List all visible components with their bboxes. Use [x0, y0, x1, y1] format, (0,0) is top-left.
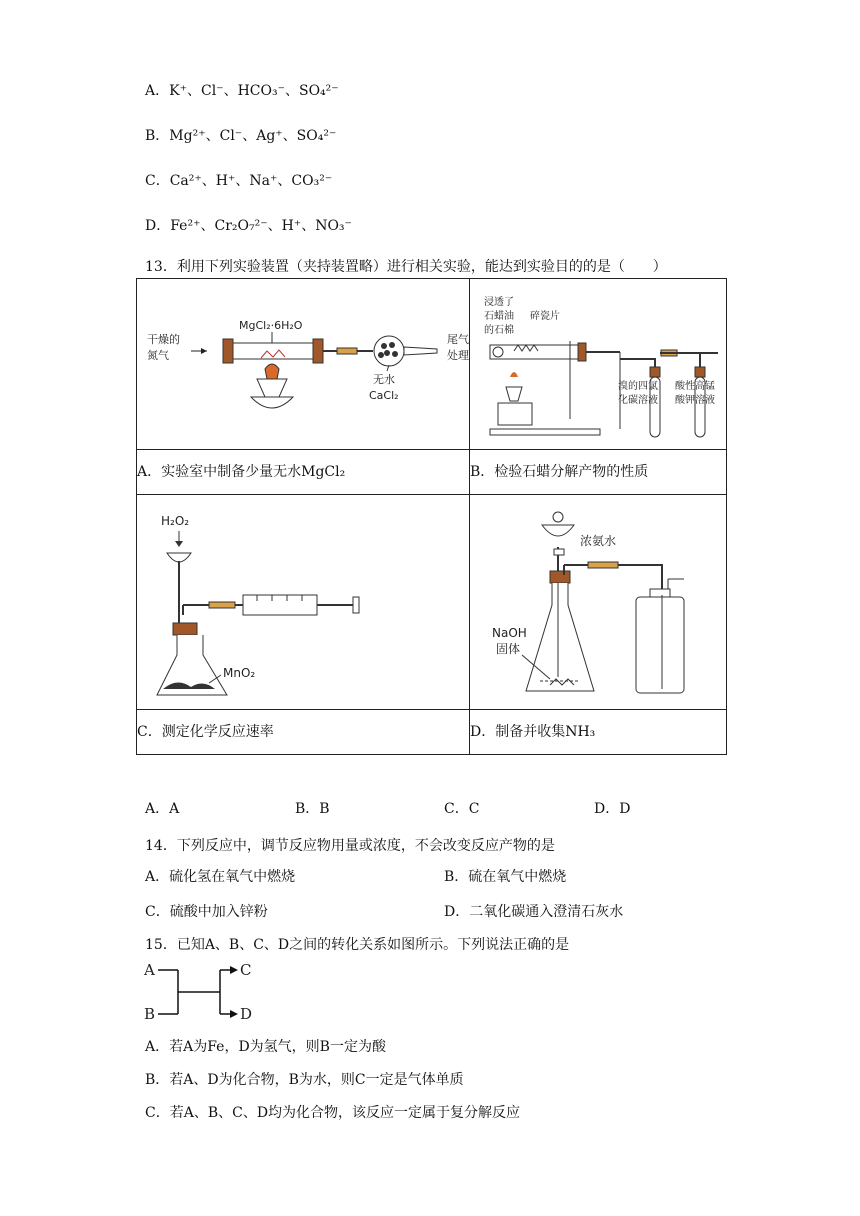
- svg-text:处理: 处理: [447, 349, 469, 362]
- apparatus-c-caption: C．测定化学反应速率: [137, 710, 470, 755]
- q14-option-c: C．硫酸中加入锌粉: [145, 904, 268, 920]
- svg-text:石蜡油: 石蜡油: [484, 311, 514, 322]
- svg-text:MgCl₂·6H₂O: MgCl₂·6H₂O: [239, 319, 303, 332]
- svg-text:固体: 固体: [496, 642, 521, 656]
- svg-text:酸性高锰: 酸性高锰: [675, 381, 715, 392]
- q13-choice-d: D．D: [594, 801, 631, 817]
- apparatus-b: [470, 279, 726, 449]
- svg-text:MnO₂: MnO₂: [223, 666, 256, 680]
- svg-text:浓氨水: 浓氨水: [580, 534, 617, 548]
- svg-text:H₂O₂: H₂O₂: [161, 514, 190, 528]
- svg-text:碎瓷片: 碎瓷片: [530, 311, 560, 322]
- q13-apparatus-table: [136, 278, 727, 755]
- q15-option-c: C．若A、B、C、D均为化合物，该反应一定属于复分解反应: [145, 1105, 521, 1121]
- q15-option-b: B．若A、D为化合物，B为水，则C一定是气体单质: [145, 1072, 464, 1088]
- q13-choice-b: B．B: [295, 801, 330, 817]
- svg-text:溴的四氯: 溴的四氯: [618, 381, 658, 392]
- svg-text:干燥的: 干燥的: [147, 333, 180, 346]
- q15-stem: 15．已知A、B、C、D之间的转化关系如图所示。下列说法正确的是: [145, 937, 570, 953]
- apparatus-d: [470, 495, 726, 709]
- svg-text:CaCl₂: CaCl₂: [369, 389, 399, 402]
- svg-text:化碳溶液: 化碳溶液: [618, 395, 658, 406]
- q12-option-d: D．Fe²⁺、Cr₂O₇²⁻、H⁺、NO₃⁻: [145, 218, 352, 234]
- apparatus-c: [137, 495, 469, 709]
- q15-option-a: A．若A为Fe，D为氢气，则B一定为酸: [145, 1039, 386, 1055]
- svg-text:的石棉: 的石棉: [484, 325, 514, 336]
- apparatus-a: [137, 279, 469, 449]
- q13-stem: 13．利用下列实验装置（夹持装置略）进行相关实验，能达到实验目的的是（ ）: [145, 259, 667, 275]
- q12-option-a: A．K⁺、Cl⁻、HCO₃⁻、SO₄²⁻: [145, 83, 339, 99]
- svg-text:B: B: [144, 1005, 156, 1023]
- svg-text:C: C: [240, 961, 252, 979]
- q14-option-a: A．硫化氢在氧气中燃烧: [145, 869, 296, 885]
- q14-option-b: B．硫在氧气中燃烧: [444, 869, 567, 885]
- apparatus-d-caption: D．制备并收集NH₃: [470, 710, 727, 755]
- svg-text:氮气: 氮气: [147, 349, 169, 362]
- q12-option-b: B．Mg²⁺、Cl⁻、Ag⁺、SO₄²⁻: [145, 128, 337, 144]
- apparatus-b-caption: B．检验石蜡分解产物的性质: [470, 450, 727, 495]
- svg-text:A: A: [144, 961, 155, 979]
- svg-text:D: D: [240, 1005, 253, 1023]
- q14-stem: 14．下列反应中，调节反应物用量或浓度，不会改变反应产物的是: [145, 838, 555, 854]
- svg-text:无水: 无水: [373, 373, 395, 386]
- q13-choice-a: A．A: [145, 801, 180, 817]
- svg-text:浸透了: 浸透了: [484, 297, 514, 308]
- q13-choice-c: C．C: [444, 801, 480, 817]
- q12-option-c: C．Ca²⁺、H⁺、Na⁺、CO₃²⁻: [145, 173, 333, 189]
- q15-diagram: [140, 960, 270, 1030]
- svg-text:尾气: 尾气: [447, 333, 469, 346]
- svg-text:NaOH: NaOH: [492, 626, 527, 640]
- svg-text:酸钾溶液: 酸钾溶液: [675, 395, 715, 406]
- apparatus-a-caption: A．实验室中制备少量无水MgCl₂: [137, 450, 470, 495]
- q14-option-d: D．二氧化碳通入澄清石灰水: [444, 904, 624, 920]
